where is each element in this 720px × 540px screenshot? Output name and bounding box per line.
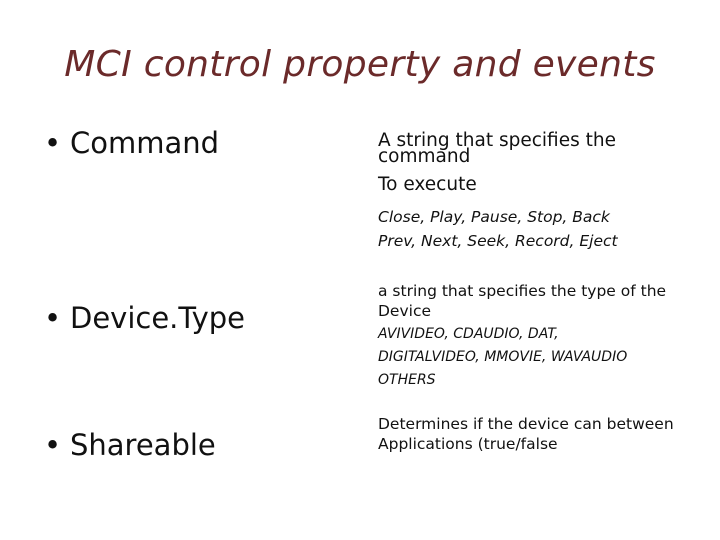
desc-line: Device — [378, 302, 432, 320]
bullet-dot: • — [44, 301, 62, 335]
value-line: Prev, Next, Seek, Record, Eject — [378, 232, 618, 250]
bullet-device-type — [44, 301, 245, 335]
values-device-type — [378, 323, 627, 392]
desc-line: Applications (true/false — [378, 435, 558, 453]
value-line: DIGITALVIDEO, MMOVIE, WAVAUDIO — [378, 349, 628, 365]
bullet-dot: • — [44, 428, 62, 462]
bullet-command — [44, 126, 219, 160]
desc-line: Determines if the device can between — [378, 415, 674, 433]
value-line: Close, Play, Pause, Stop, Back — [378, 208, 610, 226]
property-name-shareable: Shareable — [70, 428, 216, 462]
value-line: OTHERS — [378, 372, 436, 388]
desc-command — [378, 130, 616, 196]
slide-title: MCI control property and events — [64, 44, 656, 85]
bullet-shareable — [44, 428, 216, 462]
desc-line: A string that specifies the — [378, 130, 616, 151]
desc-line: a string that specifies the type of the — [378, 282, 667, 300]
value-line: AVIVIDEO, CDAUDIO, DAT, — [378, 326, 559, 342]
bullet-dot: • — [44, 126, 62, 160]
property-name-command: Command — [70, 126, 220, 160]
desc-device-type — [378, 281, 666, 321]
desc-line: command — [378, 146, 471, 167]
values-command — [378, 205, 618, 253]
desc-shareable — [378, 414, 674, 454]
property-name-device-type: Device.Type — [70, 301, 246, 335]
desc-line: To execute — [378, 174, 477, 195]
